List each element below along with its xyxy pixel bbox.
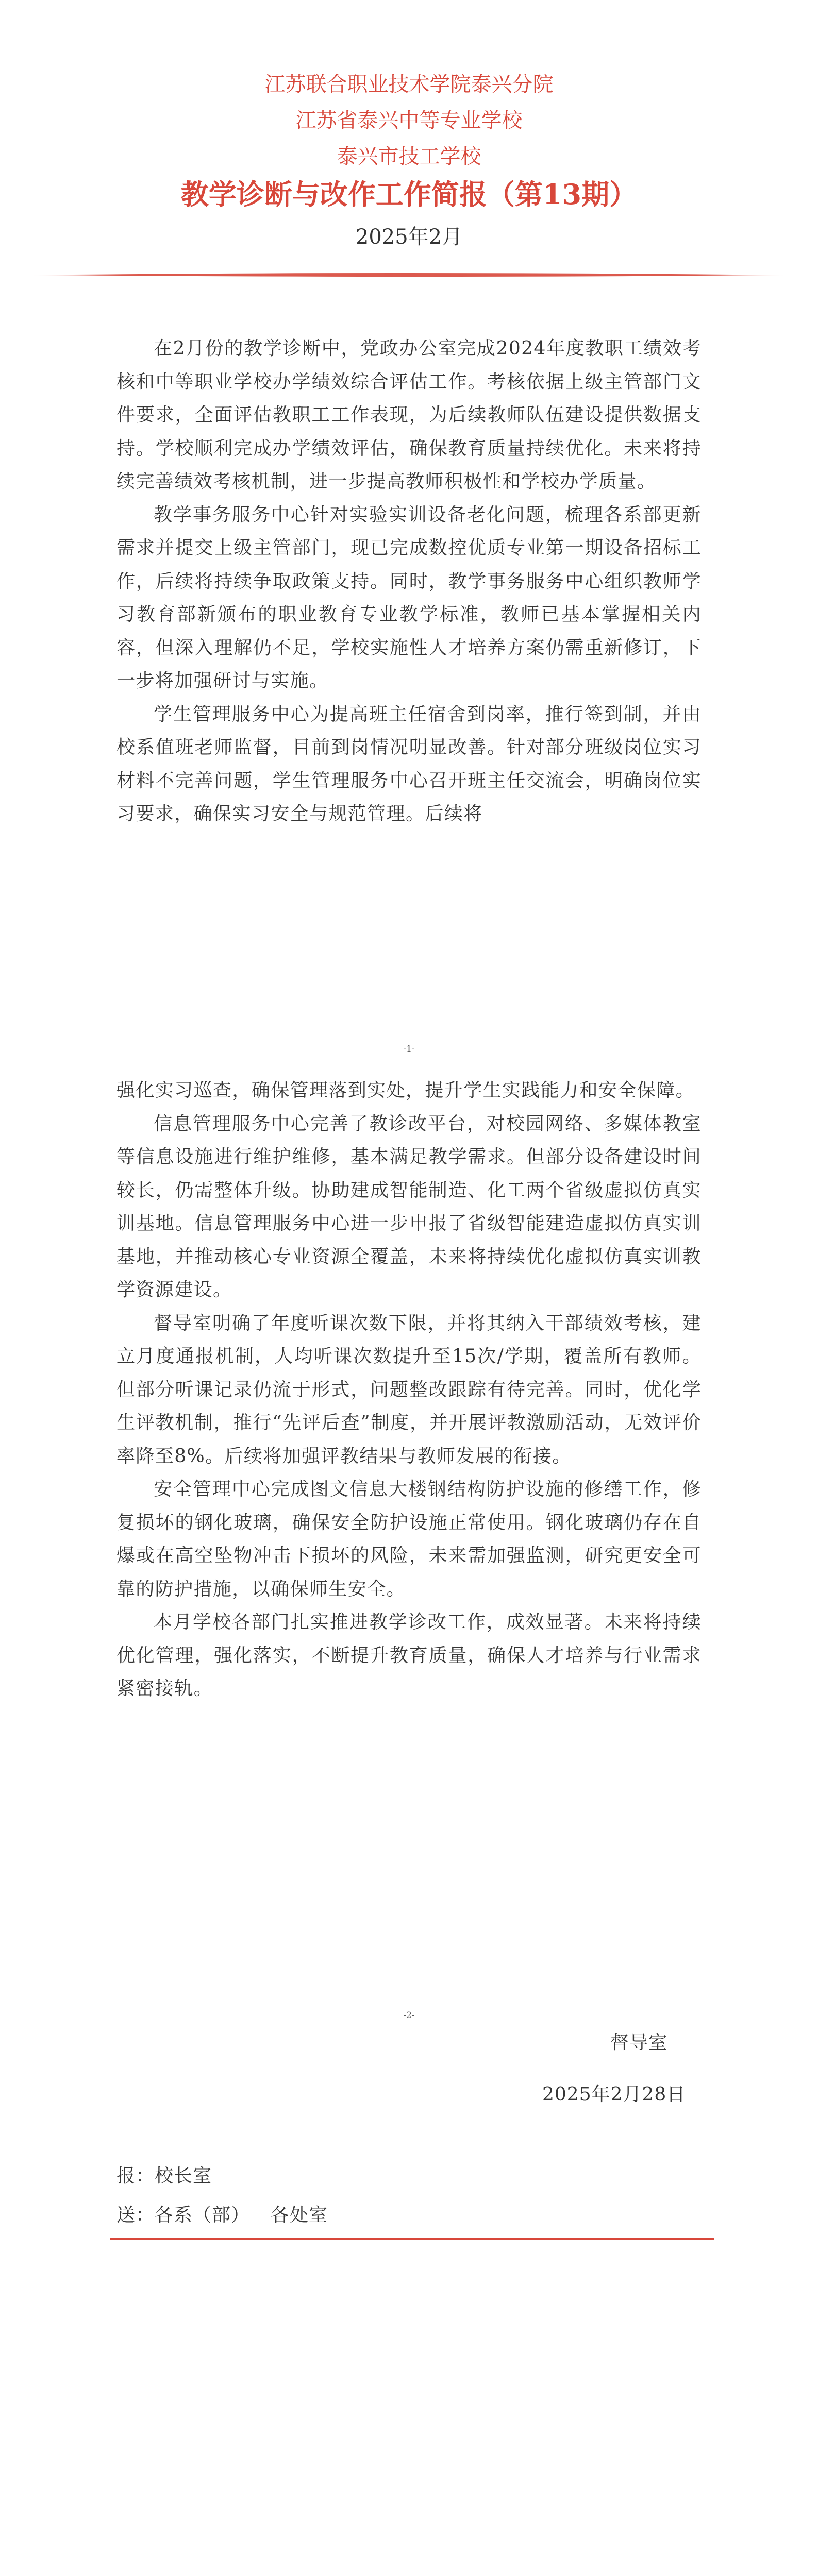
page-number-1: -1- <box>403 1044 415 1054</box>
page-number-2: -2- <box>403 2010 415 2021</box>
org-name-line-2: 江苏省泰兴中等专业学校 <box>295 109 523 132</box>
org-name-line-1: 江苏联合职业技术学院泰兴分院 <box>264 73 554 96</box>
report-recipient: 校长室 <box>155 2165 212 2187</box>
paragraph-student-management: 学生管理服务中心为提高班主任宿舍到岗率，推行签到制，并由校系值班老师监督，目前到岗情况明显改善。针对部分班级岗位实习材料不完善问题，学生管理服务中心召开班主任交流会，明确岗位实习要求，确保实习安全与规范管理。后续将 <box>116 703 702 824</box>
org-name-line-3: 泰兴市技工学校 <box>337 145 481 168</box>
issue-date: 2025年2月 <box>355 225 463 249</box>
paragraph-teaching-affairs: 教学事务服务中心针对实验实训设备老化问题，梳理各系部更新需求并提交上级主管部门，现已完成数控优质专业第一期设备招标工作，后续将持续争取政策支持。同时，教学事务服务中心组织教师学习教育部新颁布的职业教育专业教学标准，教师已基本掌握相关内容，但深入理解仍不足，学校实施性人才培养方案仍需重新修订，下一步将加强研讨与实施。 <box>116 504 702 691</box>
paragraph-summary: 本月学校各部门扎实推进教学诊改工作，成效显著。未来将持续优化管理，强化落实，不断提升教育质量，确保人才培养与行业需求紧密接轨。 <box>116 1612 702 1699</box>
paragraph-supervision: 督导室明确了年度听课次数下限，并将其纳入干部绩效考核，建立月度通报机制，人均听课次数提升至15次/学期，覆盖所有教师。但部分听课记录仍流于形式，问题整改跟踪有待完善。同时，优化学生评教机制，推行“先评后查”制度，并开展评教激励活动，无效评价率降至8%。后续将加强评教结果与教师发展的衔接。 <box>116 1312 702 1467</box>
signoff-department: 督导室 <box>610 2032 668 2054</box>
report-to-row <box>116 2164 212 2189</box>
send-label: 送： <box>116 2205 155 2226</box>
signoff-date: 2025年2月28日 <box>542 2084 686 2105</box>
paragraph-office: 在2月份的教学诊断中，党政办公室完成2024年度教职工绩效考核和中等职业学校办学绩效综合评估工作。考核依据上级主管部门文件要求，全面评估教职工工作表现，为后续教师队伍建设提供数据支持。学校顺利完成办学绩效评估，确保教育质量持续优化。未来将持续完善绩效考核机制，进一步提高教师积极性和学校办学质量。 <box>116 338 702 492</box>
body-page-2 <box>116 1074 702 1706</box>
send-recipient-offices: 各处室 <box>271 2205 328 2226</box>
send-to-row <box>116 2203 328 2228</box>
report-label: 报： <box>116 2165 155 2187</box>
footer-divider <box>110 2238 714 2240</box>
paragraph-safety: 安全管理中心完成图文信息大楼钢结构防护设施的修缮工作，修复损坏的钢化玻璃，确保安全防护设施正常使用。钢化玻璃仍存在自爆或在高空坠物冲击下损坏的风险，未来需加强监测，研究更安全可靠的防护措施，以确保师生安全。 <box>116 1479 702 1600</box>
body-page-1 <box>116 332 702 831</box>
header-divider <box>0 272 818 278</box>
paragraph-continuation: 强化实习巡查，确保管理落到实处，提升学生实践能力和安全保障。 <box>116 1080 695 1101</box>
paragraph-info-management: 信息管理服务中心完善了教诊改平台，对校园网络、多媒体教室等信息设施进行维护维修，基本满足教学需求。但部分设备建设时间较长，仍需整体升级。协助建成智能制造、化工两个省级虚拟仿真实训基地。信息管理服务中心进一步申报了省级智能建造虚拟仿真实训基地，并推动核心专业资源全覆盖，未来将持续优化虚拟仿真实训教学资源建设。 <box>116 1113 702 1300</box>
document-title: 教学诊断与改作工作简报（第13期） <box>180 178 638 211</box>
send-recipient-departments: 各系（部） <box>155 2205 251 2226</box>
